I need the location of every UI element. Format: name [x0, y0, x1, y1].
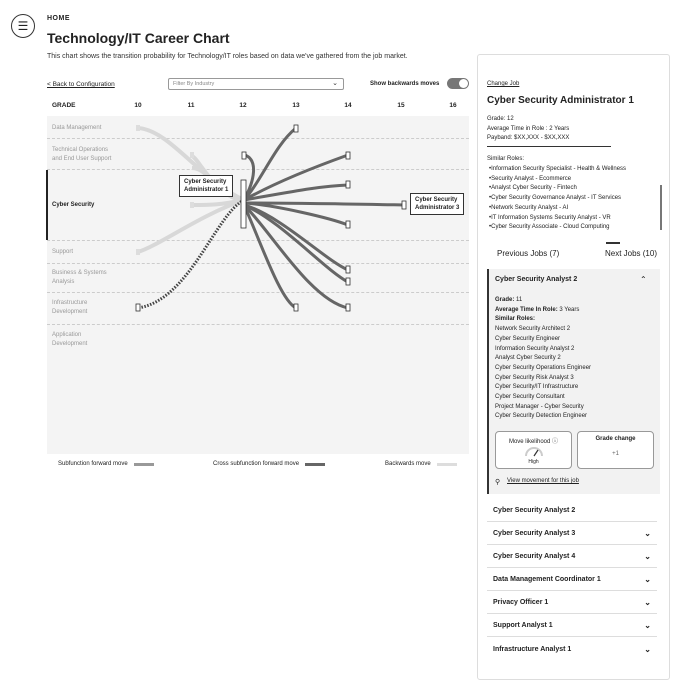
list-item: Project Manager - Cyber Security [495, 403, 584, 410]
panel-job-title: Cyber Security Administrator 1 [487, 95, 634, 106]
current-job-node [241, 180, 246, 228]
card-details: Grade: 11 Average Time In Role: 3 Years Similar Roles: Network Security Architect 2 Cyber Security Engineer Information Security Analyst 2 Analyst Cyber Security 2 Cyber Security Operations Engineer Cyber Security Risk Analyst 3 Cyber Security/IT Infrastructure Cyber Security Consultant Project Manager - Cyber Security Cyber Security Detection Engineer [495, 296, 655, 422]
list-item: •Information Security Specialist - Health & Wellness [489, 166, 627, 172]
list-item: Information Security Analyst 2 [495, 345, 575, 352]
list-item: •Network Security Analyst - AI [489, 204, 569, 211]
job-meta: Grade: 12 Average Time in Role : 2 Years Payband: $XX,XXX - $XX,XXX [487, 115, 611, 147]
list-item: •IT Information Systems Security Analyst - VR [489, 214, 611, 221]
chevron-down-icon: ⌄ [332, 80, 338, 87]
jobs-tabs [487, 249, 657, 258]
row-label-support[interactable]: Support [52, 249, 74, 255]
gauge-icon [524, 446, 544, 457]
list-item: •Analyst Cyber Security - Fintech [489, 185, 577, 192]
job-node [346, 152, 350, 159]
list-item: Cyber Security Detection Engineer [495, 413, 588, 420]
list-item: Cyber Security Engineer [495, 335, 561, 342]
grade-axis-label: GRADE [52, 102, 76, 109]
hamburger-icon: ☰ [17, 19, 29, 33]
chevron-up-icon[interactable]: ⌃ [640, 275, 647, 284]
list-item: Cyber Security Operations Engineer [495, 364, 592, 371]
current-job-label[interactable]: Cyber Security Administrator 1 [179, 175, 233, 197]
job-node [346, 181, 350, 188]
row-label-data-management[interactable]: Data Management [52, 125, 102, 131]
job-node [402, 201, 406, 209]
grade-tick: 13 [292, 102, 300, 109]
grade-change-box: Grade change +1 [577, 431, 654, 469]
legend-swatch [134, 463, 154, 466]
row-label-infrastructure[interactable]: Infrastructure Development [52, 300, 88, 315]
job-node [242, 152, 246, 159]
grade-tick: 12 [239, 102, 247, 109]
job-node [136, 125, 140, 131]
legend-swatch [305, 463, 325, 466]
page-title: Technology/IT Career Chart [47, 30, 230, 46]
accordion-item[interactable]: Cyber Security Analyst 4 ⌄ [487, 546, 657, 568]
grade-tick: 10 [134, 102, 142, 109]
filter-placeholder: Filter By Industry [173, 81, 215, 87]
accordion-item[interactable]: Support Analyst 1 ⌄ [487, 615, 657, 637]
legend-swatch [437, 463, 457, 466]
chevron-down-icon: ⌄ [644, 598, 651, 607]
grade-tick: 15 [397, 102, 405, 109]
legend-backwards: Backwards move [385, 461, 457, 467]
list-item: Cyber Security Risk Analyst 3 [495, 374, 574, 381]
active-tab-indicator [606, 242, 620, 244]
legend-subfunction: Subfunction forward move [58, 461, 154, 467]
accordion-item[interactable]: Data Management Coordinator 1 ⌄ [487, 569, 657, 591]
row-label-business-systems[interactable]: Business & Systems Analysis [52, 270, 107, 285]
grade-tick: 16 [449, 102, 457, 109]
tab-next-jobs[interactable]: Next Jobs (10) [604, 249, 657, 258]
job-node [136, 304, 140, 311]
backwards-moves-label: Show backwards moves [370, 81, 440, 87]
card-title[interactable]: Cyber Security Analyst 2 [495, 276, 578, 283]
job-node [190, 202, 194, 208]
row-label-cyber-security[interactable]: Cyber Security [52, 202, 95, 208]
chevron-down-icon: ⌄ [644, 644, 651, 654]
chevron-down-icon: ⌄ [644, 529, 651, 538]
chevron-down-icon: ⌄ [644, 552, 651, 561]
search-icon: ⚲ [495, 479, 501, 486]
list-item: Analyst Cyber Security 2 [495, 355, 561, 362]
accordion-item[interactable]: Cyber Security Analyst 3 ⌄ [487, 523, 657, 545]
tab-previous-jobs[interactable]: Previous Jobs (7) [497, 249, 560, 258]
view-movement-link[interactable]: View movement for this job [507, 478, 579, 484]
job-node [136, 249, 140, 255]
change-job-link[interactable]: Change Job [487, 81, 520, 87]
similar-roles-list [489, 165, 657, 233]
target-job-label[interactable]: Cyber Security Administrator 3 [410, 193, 464, 215]
similar-roles-label: Similar Roles: [487, 156, 525, 162]
page-description: This chart shows the transition probability for Technology/IT roles based on data we've gathered from the job market. [47, 53, 408, 60]
list-item: Cyber Security Consultant [495, 394, 565, 401]
row-label-technical-operations[interactable]: Technical Operations and End User Support [52, 147, 112, 162]
info-icon[interactable]: ⓘ [552, 439, 559, 445]
job-node [346, 266, 350, 273]
legend-cross: Cross subfunction forward move [213, 461, 325, 467]
list-item: •Cyber Security Governance Analyst - IT Services [489, 195, 622, 202]
breadcrumb-home[interactable]: HOME [47, 15, 70, 22]
job-node [294, 125, 298, 132]
panel-scrollbar[interactable] [660, 185, 662, 230]
list-item: •Cyber Security Associate - Cloud Computing [489, 224, 610, 231]
job-node [346, 304, 350, 311]
accordion-item[interactable]: Cyber Security Analyst 2 [487, 500, 657, 522]
grade-tick: 11 [187, 102, 195, 109]
move-likelihood-box: Move likelihood ⓘ High [495, 431, 572, 469]
chevron-down-icon: ⌄ [644, 575, 651, 584]
cross-subfunction-dotted-line [138, 200, 244, 308]
accordion-item[interactable]: Privacy Officer 1 ⌄ [487, 592, 657, 614]
job-node [346, 221, 350, 228]
job-node [294, 304, 298, 311]
list-item: •Security Analyst - Ecommerce [489, 175, 572, 182]
list-item: Network Security Architect 2 [495, 326, 571, 333]
job-node [190, 152, 194, 158]
chevron-down-icon: ⌄ [644, 621, 651, 630]
row-label-application[interactable]: Application Development [52, 332, 88, 347]
list-item: Cyber Security/IT Infrastructure [495, 384, 579, 391]
job-node [346, 278, 350, 285]
grade-tick: 14 [344, 102, 352, 109]
back-to-configuration-link[interactable]: < Back to Configuration [47, 81, 115, 88]
accordion-item[interactable]: Infrastructure Analyst 1 ⌄ [487, 638, 657, 660]
